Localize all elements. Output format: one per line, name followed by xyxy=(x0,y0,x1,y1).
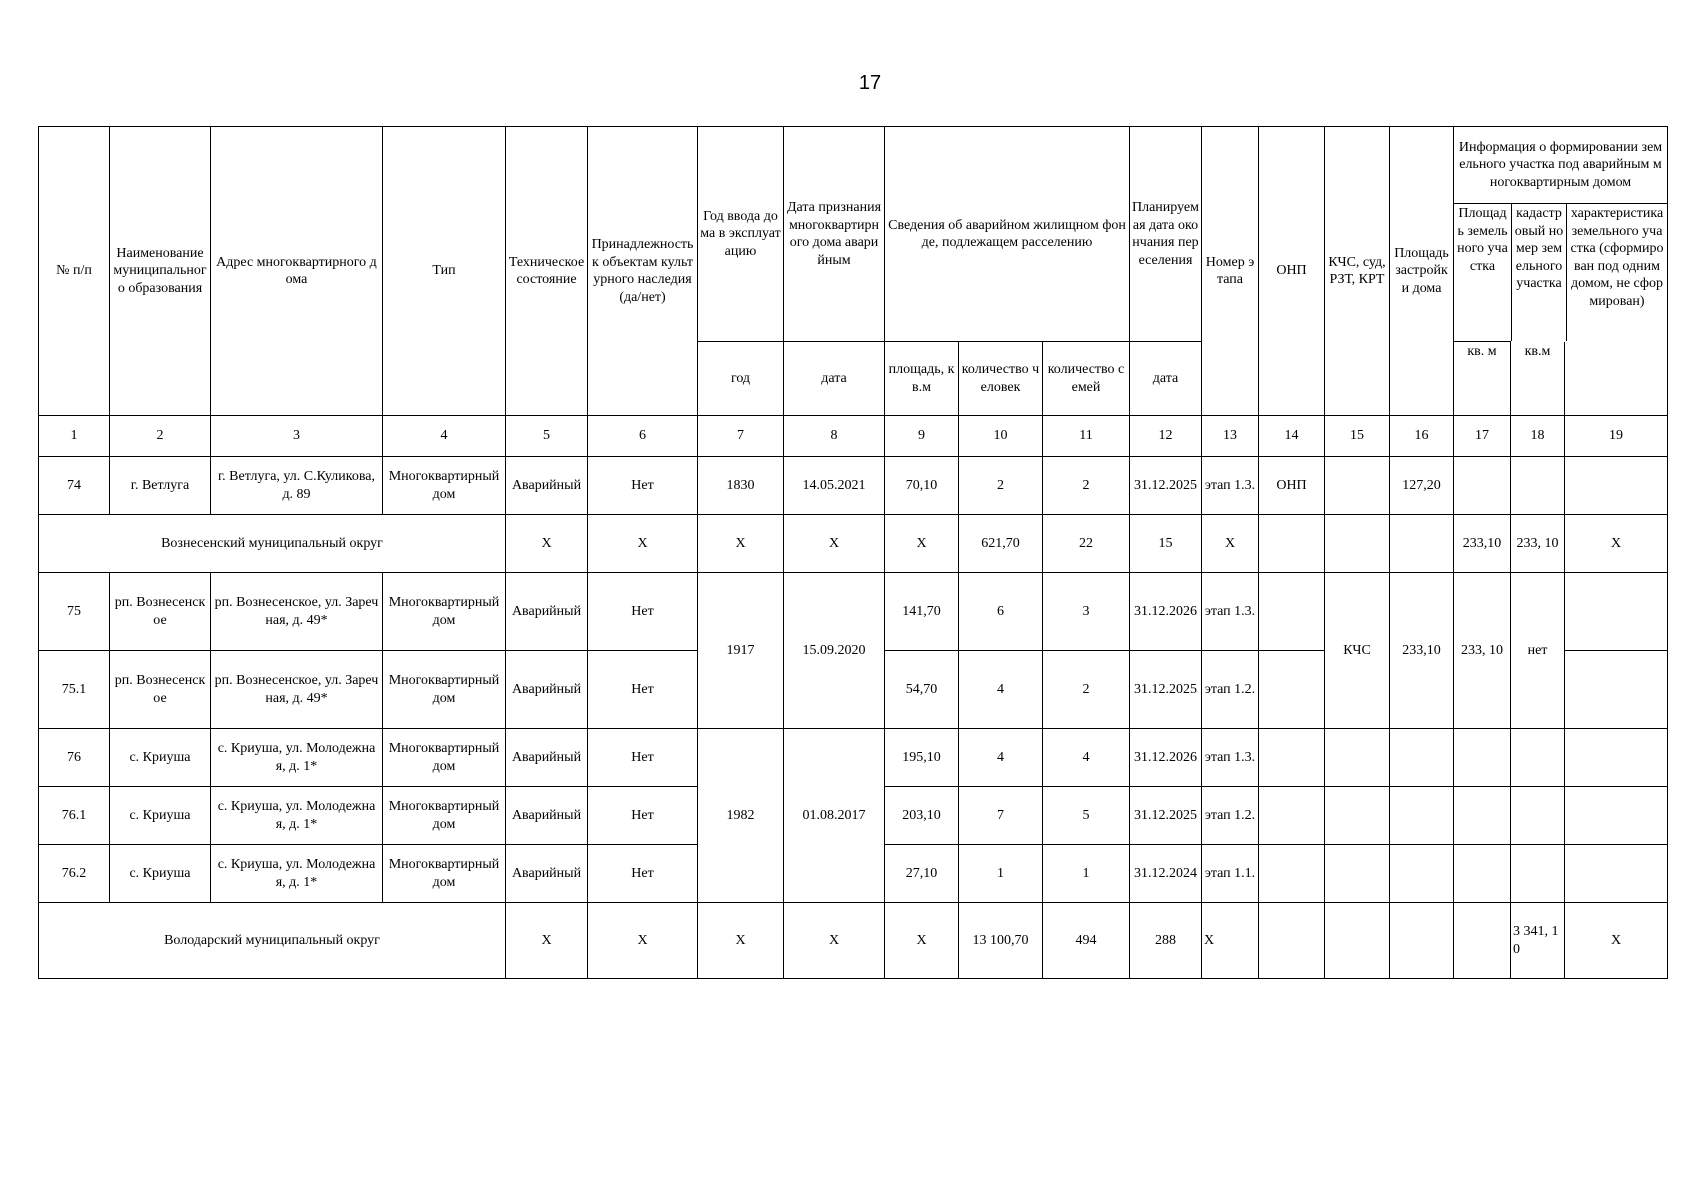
cell-people: 22 xyxy=(1043,515,1130,573)
cell-families: 288 xyxy=(1130,903,1202,979)
cell-number: 75 xyxy=(39,573,110,651)
col-number: 13 xyxy=(1202,416,1259,457)
cell-families: 15 xyxy=(1130,515,1202,573)
header-col-16: Площадь застройки дома xyxy=(1390,127,1454,416)
cell-x: X xyxy=(698,515,784,573)
cell-state: Аварийный xyxy=(506,845,588,903)
header-sub-11: количество семей xyxy=(1043,342,1130,416)
cell-type: Многоквартирный дом xyxy=(383,729,506,787)
cell-address: рп. Вознесенское, ул. Заречная, д. 49* xyxy=(211,651,383,729)
cell-families: 3 xyxy=(1043,573,1130,651)
cell-year: 1982 xyxy=(698,729,784,903)
cell-people: 6 xyxy=(959,573,1043,651)
cell-state: Аварийный xyxy=(506,787,588,845)
cell-end-date: 31.12.2025 xyxy=(1130,787,1202,845)
cell-heritage: Нет xyxy=(588,573,698,651)
cell-build-area: 233,10 xyxy=(1390,573,1454,729)
cell-stage: этап 1.3. xyxy=(1202,729,1259,787)
cell-heritage: Нет xyxy=(588,787,698,845)
header-col-5: Техническое состояние xyxy=(506,127,588,416)
cell-heritage: Нет xyxy=(588,729,698,787)
header-col-9-11: Сведения об аварийном жилищном фонде, подлежащем расселению xyxy=(885,127,1130,342)
cell-type: Многоквартирный дом xyxy=(383,845,506,903)
table-row xyxy=(39,573,1668,651)
cell-cadastral: X xyxy=(1565,515,1668,573)
col-number: 4 xyxy=(383,416,506,457)
cell-type: Многоквартирный дом xyxy=(383,573,506,651)
cell-families: 5 xyxy=(1043,787,1130,845)
col-number: 12 xyxy=(1130,416,1202,457)
cell-end-date: 31.12.2024 xyxy=(1130,845,1202,903)
cell-families: 1 xyxy=(1043,845,1130,903)
col-number: 1 xyxy=(39,416,110,457)
cell-area: 621,70 xyxy=(959,515,1043,573)
cell-end-date: 31.12.2026 xyxy=(1130,729,1202,787)
cell-land-area: 3 341, 10 xyxy=(1511,903,1565,979)
header-col-4: Тип xyxy=(383,127,506,416)
cell-cadastral: X xyxy=(1565,903,1668,979)
col-number: 6 xyxy=(588,416,698,457)
col-number: 7 xyxy=(698,416,784,457)
cell-district-name: Вознесенский муниципальный округ xyxy=(39,515,506,573)
cell-families: 4 xyxy=(1043,729,1130,787)
emergency-housing-table xyxy=(38,126,1668,979)
col-number: 19 xyxy=(1565,416,1668,457)
header-sub-8: дата xyxy=(784,342,885,416)
cell-address: с. Криуша, ул. Молодежная, д. 1* xyxy=(211,729,383,787)
cell-state: Аварийный xyxy=(506,651,588,729)
cell-people: 4 xyxy=(959,651,1043,729)
cell-stage: этап 1.3. xyxy=(1202,457,1259,515)
cell-end-date: X xyxy=(1202,515,1259,573)
cell-state: Аварийный xyxy=(506,729,588,787)
cell-municipality: с. Криуша xyxy=(110,845,211,903)
cell-area: 13 100,70 xyxy=(959,903,1043,979)
cell-address: с. Криуша, ул. Молодежная, д. 1* xyxy=(211,845,383,903)
header-sub-12: дата xyxy=(1130,342,1202,416)
cell-type: Многоквартирный дом xyxy=(383,787,506,845)
cell-end-date: 31.12.2025 xyxy=(1130,457,1202,515)
cell-heritage: Нет xyxy=(588,457,698,515)
cell-municipality: рп. Вознесенское xyxy=(110,651,211,729)
cell-end-date: 31.12.2026 xyxy=(1130,573,1202,651)
cell-land-area: 233, 10 xyxy=(1454,573,1511,729)
header-col-13: Номер этапа xyxy=(1202,127,1259,416)
header-col-14: ОНП xyxy=(1259,127,1325,416)
header-col-6: Принадлежность к объектам культурного наследия (да/нет) xyxy=(588,127,698,416)
header-sub-7: год xyxy=(698,342,784,416)
cell-type: Многоквартирный дом xyxy=(383,651,506,729)
cell-people: 4 xyxy=(959,729,1043,787)
col-number: 14 xyxy=(1259,416,1325,457)
cell-families: 2 xyxy=(1043,457,1130,515)
cell-number: 76 xyxy=(39,729,110,787)
cell-stage: этап 1.2. xyxy=(1202,651,1259,729)
header-col-12: Планируемая дата окончания переселения xyxy=(1130,127,1202,342)
cell-year: 1917 xyxy=(698,573,784,729)
header-col-19: характеристика земельного участка (сформирован под одним домом, не сформирован) xyxy=(1570,206,1664,309)
col-number: 2 xyxy=(110,416,211,457)
table-row xyxy=(39,457,1668,515)
cell-people: 7 xyxy=(959,787,1043,845)
cell-onp: ОНП xyxy=(1259,457,1325,515)
cell-stage: этап 1.1. xyxy=(1202,845,1259,903)
header-sub-10: количество человек xyxy=(959,342,1043,416)
cell-municipality: с. Криуша xyxy=(110,729,211,787)
cell-kchs xyxy=(1325,457,1390,515)
cell-municipality: с. Криуша xyxy=(110,787,211,845)
cell-area: 195,10 xyxy=(885,729,959,787)
cell-area: 141,70 xyxy=(885,573,959,651)
cell-stage: этап 1.2. xyxy=(1202,787,1259,845)
cell-area: 70,10 xyxy=(885,457,959,515)
col-number: 17 xyxy=(1454,416,1511,457)
table-row-subtotal xyxy=(39,903,1668,979)
col-number: 10 xyxy=(959,416,1043,457)
cell-number: 76.2 xyxy=(39,845,110,903)
header-col-18: кадастровый номер земельного участка xyxy=(1512,204,1567,342)
cell-families: 2 xyxy=(1043,651,1130,729)
cell-x: X xyxy=(784,903,885,979)
col-number: 18 xyxy=(1511,416,1565,457)
cell-number: 75.1 xyxy=(39,651,110,729)
cell-cadastral xyxy=(1511,457,1565,515)
col-number: 16 xyxy=(1390,416,1454,457)
cell-end-date: X xyxy=(1202,903,1259,979)
col-number: 5 xyxy=(506,416,588,457)
header-col-17-19: Информация о формировании земельного участка под аварийным многоквартирным домом xyxy=(1454,127,1667,204)
col-number: 3 xyxy=(211,416,383,457)
cell-kchs: КЧС xyxy=(1325,573,1390,729)
header-sub-9: площадь, кв.м xyxy=(885,342,959,416)
cell-stage: этап 1.3. xyxy=(1202,573,1259,651)
cell-people: 2 xyxy=(959,457,1043,515)
cell-x: X xyxy=(885,515,959,573)
cell-x: X xyxy=(885,903,959,979)
page-number: 17 xyxy=(858,72,882,94)
header-col-1: № п/п xyxy=(39,127,110,416)
cell-x: X xyxy=(506,903,588,979)
header-col-3: Адрес многоквартирного дома xyxy=(211,127,383,416)
cell-number: 76.1 xyxy=(39,787,110,845)
cell-address: г. Ветлуга, ул. С.Куликова, д. 89 xyxy=(211,457,383,515)
cell-people: 494 xyxy=(1043,903,1130,979)
header-col-17-19-wrap xyxy=(1454,127,1668,342)
cell-state: Аварийный xyxy=(506,457,588,515)
col-number: 8 xyxy=(784,416,885,457)
cell-x: X xyxy=(506,515,588,573)
cell-date: 14.05.2021 xyxy=(784,457,885,515)
cell-land-area xyxy=(1454,457,1511,515)
cell-x: X xyxy=(588,515,698,573)
header-col-8: Дата признания многоквартирного дома аварийным xyxy=(784,127,885,342)
header-sub-16: кв. м xyxy=(1454,342,1511,416)
cell-address: рп. Вознесенское, ул. Заречная, д. 49* xyxy=(211,573,383,651)
header-sub-17: кв.м xyxy=(1511,342,1565,416)
cell-date: 15.09.2020 xyxy=(784,573,885,729)
cell-end-date: 31.12.2025 xyxy=(1130,651,1202,729)
cell-x: X xyxy=(588,903,698,979)
cell-people: 1 xyxy=(959,845,1043,903)
cell-land-char xyxy=(1565,457,1668,515)
cell-municipality: г. Ветлуга xyxy=(110,457,211,515)
table-row xyxy=(39,729,1668,787)
cell-area: 54,70 xyxy=(885,651,959,729)
col-number: 11 xyxy=(1043,416,1130,457)
col-number: 9 xyxy=(885,416,959,457)
cell-municipality: рп. Вознесенское xyxy=(110,573,211,651)
cell-cadastral: нет xyxy=(1511,573,1565,729)
header-col-7: Год ввода дома в эксплуатацию xyxy=(698,127,784,342)
cell-type: Многоквартирный дом xyxy=(383,457,506,515)
cell-build-area: 127,20 xyxy=(1390,457,1454,515)
cell-land-area: 233, 10 xyxy=(1511,515,1565,573)
cell-area: 27,10 xyxy=(885,845,959,903)
cell-date: 01.08.2017 xyxy=(784,729,885,903)
cell-build-area: 233,10 xyxy=(1454,515,1511,573)
header-col-2: Наименование муниципального образования xyxy=(110,127,211,416)
cell-number: 74 xyxy=(39,457,110,515)
cell-address: с. Криуша, ул. Молодежная, д. 1* xyxy=(211,787,383,845)
cell-district-name: Володарский муниципальный округ xyxy=(39,903,506,979)
header-col-17: Площадь земельного участка xyxy=(1454,204,1512,342)
cell-state: Аварийный xyxy=(506,573,588,651)
cell-heritage: Нет xyxy=(588,845,698,903)
cell-x: X xyxy=(784,515,885,573)
cell-heritage: Нет xyxy=(588,651,698,729)
cell-area: 203,10 xyxy=(885,787,959,845)
header-row-main xyxy=(39,127,1668,342)
column-number-row xyxy=(39,416,1668,457)
col-number: 15 xyxy=(1325,416,1390,457)
cell-x: X xyxy=(698,903,784,979)
cell-year: 1830 xyxy=(698,457,784,515)
table-row-subtotal xyxy=(39,515,1668,573)
header-col-15: КЧС, суд, РЗТ, КРТ xyxy=(1325,127,1390,416)
